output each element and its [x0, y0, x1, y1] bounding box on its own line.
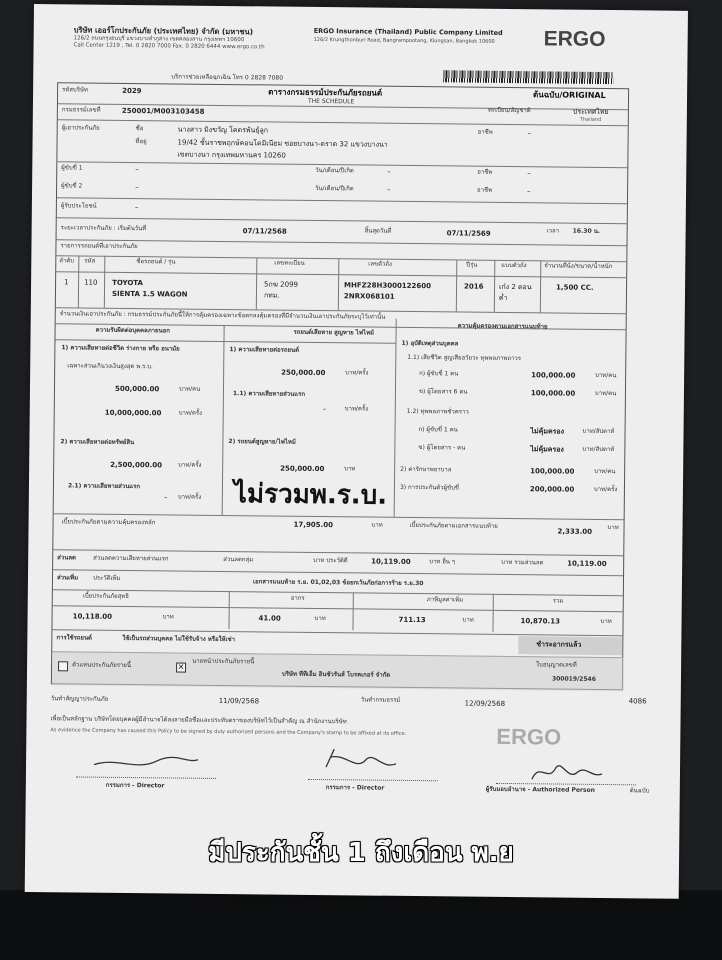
addon-premium-label: เบี้ยประกันภัยตามเอกสารแนบท้าย — [409, 521, 498, 530]
third-party-heading: ความรับผิดต่อบุคคลภายนอก — [95, 326, 170, 335]
addon-premium-unit: บาท — [607, 524, 619, 532]
vehicle-header-chassis: เลขตัวถัง — [368, 260, 393, 268]
stamp-duty-label: อากร — [290, 594, 305, 602]
total-discount-label: บาท รวมส่วนลด — [501, 558, 544, 567]
vehicle-chassis: MHFZ28H3000122600 — [344, 281, 432, 291]
period-time: 16.30 น. — [572, 227, 601, 235]
total-premium: 10,870.13 — [520, 617, 561, 626]
doc-code: 4086 — [628, 697, 647, 706]
vehicle-header-body: แบบตัวถัง — [501, 261, 527, 270]
pa-temp-driver-unit: บาท/สัปดาห์ — [582, 427, 615, 436]
period-end: 07/11/2569 — [446, 229, 491, 238]
nationality-en: Thailand — [579, 116, 602, 123]
tp-property-amount: 2,500,000.00 — [110, 460, 163, 470]
barcode — [443, 70, 613, 84]
license-label: ใบอนุญาตเลขที่ — [536, 661, 577, 669]
pa-temp-passenger-value: ไม่คุ้มครอง — [530, 445, 564, 454]
insured-address-1: 19/42 ชั้นราชพฤกษ์คอนโดมิเนียม ซอยบางนา-ตราด 32 แขวงบางนา — [177, 138, 388, 149]
insured-address-2: เขตบางนา กรุงเทพมหานคร 10260 — [177, 150, 286, 160]
director-label-2: กรรมการ - Director — [325, 784, 385, 792]
vehicle-body: เก๋ง 2 ตอน — [499, 282, 532, 292]
tp-accident-unit: บาท/ครั้ง — [178, 409, 203, 417]
driver2-value: – — [135, 183, 139, 192]
other-discount-label: บาท อื่น ๆ — [429, 558, 456, 566]
period-time-label: เวลา — [546, 227, 560, 235]
company-code-label: รหัสบริษัท — [62, 86, 88, 94]
vehicle-header-plate: เลขทะเบียน — [274, 259, 305, 267]
company-name-en: ERGO Insurance (Thailand) Public Company Limited — [313, 26, 503, 37]
broker-name: บริษัท ทีทีเอ็ม อินชัวรันส์ โบรคเกอร์ จำกัด — [281, 670, 391, 679]
company-address-en: 126/2 Krungthonburi Road, Bangrampootang, Klongsan, Bangkok 10600 — [313, 36, 495, 45]
no-compulsory-stamp: ไม่รวมพ.ร.บ. — [233, 479, 388, 511]
schedule-form — [51, 82, 629, 690]
pa-temp-driver-label: ก) ผู้ขับขี่ 1 คน — [418, 426, 458, 434]
deductible-discount-label: ส่วนลดความเสียหายส่วนแรก — [93, 554, 169, 563]
net-premium-unit: บาท — [162, 613, 174, 621]
period-start: 07/11/2568 — [242, 227, 287, 236]
company-name-th: บริษัท เออร์โกประกันภัย (ประเทศไทย) จำกัด (มหาชน) — [73, 25, 254, 37]
fire-amount: 250,000.00 — [280, 464, 325, 474]
vehicle-make: TOYOTA — [112, 278, 144, 288]
od-unit: บาท/ครั้ง — [345, 369, 369, 377]
insured-label: ผู้เอาประกันภัย — [61, 124, 100, 132]
driver2-dob: – — [387, 185, 391, 194]
tp-excess-label: เฉพาะส่วนเกินวงเงินสูงสุด พ.ร.บ. — [67, 362, 153, 371]
coverage-note: จำนวนเงินเอาประกันภัย : กรมธรรม์ประกันภัยนี้ให้การคุ้มครองเฉพาะข้อตกลงคุ้มครองที่มีจำนวนเงินเอาประกันภัยระบุไว้เท่านั้น — [59, 310, 386, 321]
witness-text: เพื่อเป็นหลักฐาน บริษัทโดยบุคคลผู้มีอำนาจได้ลงลายมือชื่อและประทับตราของบริษัทไว้เป็นสำคัญ ณ สำนักงานบริษัท — [50, 715, 347, 726]
tp-person-unit: บาท/คน — [178, 385, 201, 393]
schedule-title-th: ตารางกรมธรรม์ประกันภัยรถยนต์ — [268, 87, 383, 98]
pa-label: 1) อุบัติเหตุส่วนบุคคล — [401, 339, 459, 348]
stamp-duty-unit: บาท — [314, 614, 326, 623]
ncb-label: บาท ประวัติดี — [313, 556, 348, 565]
net-premium: 10,118.00 — [72, 612, 113, 621]
vat-label: ภาษีมูลค่าเพิ่ม — [426, 596, 464, 604]
emergency-line: บริการช่วยเหลือฉุกเฉิน โทร 0 2828 7080 — [171, 73, 284, 82]
background-dark-floor — [0, 890, 722, 960]
company-address-th: 126/2 ถนนกรุงธนบุรี แขวงบางลำภูล่าง เขตคลองสาน กรุงเทพฯ 10600 — [73, 35, 245, 44]
tp-person-amount: 500,000.00 — [114, 384, 160, 394]
director1-signature — [86, 747, 206, 776]
total-discount: 10,119.00 — [567, 559, 607, 569]
policy-no-label: กรมธรรม์เลขที่ — [61, 106, 101, 114]
pa-driver-amount: 100,000.00 — [531, 371, 576, 380]
bail-amount: 200,000.00 — [529, 485, 575, 494]
nationality-value: ประเทศไทย — [572, 107, 609, 117]
driver2-career-label: อาชีพ — [477, 186, 493, 194]
tp-property-label: 2) ความเสียหายต่อทรัพย์สิน — [60, 438, 135, 447]
vehicle-year: 2016 — [464, 282, 484, 291]
insured-name: นางสาว มิงขวัญ โคตรพันธุ์ลูก — [177, 125, 269, 135]
ergo-logo: ERGO — [543, 27, 606, 51]
vehicle-model: SIENTA 1.5 WAGON — [111, 289, 188, 299]
pa-passenger-unit: บาท/คน — [594, 389, 617, 398]
net-premium-label: เบี้ยประกันภัยสุทธิ — [82, 592, 129, 601]
pa-temp-label: 1.2) ทุพพลภาพชั่วคราว — [406, 407, 469, 416]
director2-signature — [316, 743, 406, 778]
career-value: – — [527, 129, 532, 138]
pa-temp-passenger-label: ข) ผู้โดยสาร - คน — [418, 444, 466, 452]
agreement-date-label: วันทำสัญญาประกันภัย — [50, 695, 109, 703]
od-deductible: – — [322, 405, 327, 414]
driver1-career: – — [527, 169, 531, 178]
use-value: ใช้เป็นรถส่วนบุคคล ไม่ใช้รับจ้าง หรือให้เช่า — [122, 634, 236, 644]
beneficiary-label: ผู้รับประโยชน์ — [60, 202, 97, 210]
driver2-label: ผู้ขับขี่ 2 — [61, 182, 83, 190]
agent-checkbox — [58, 661, 68, 671]
pa-death-label: 1.1) เสียชีวิต สูญเสียอวัยวะ ทุพพลภาพถาวร — [407, 353, 522, 363]
od-amount: 250,000.00 — [281, 368, 326, 378]
pa-passenger-amount: 100,000.00 — [530, 389, 576, 398]
pa-temp-passenger-unit: บาท/สัปดาห์ — [582, 445, 615, 454]
od-label: 1) ความเสียหายต่อรถยนต์ — [229, 346, 300, 354]
original-label: ต้นฉบับ/ORIGINAL — [533, 90, 606, 100]
vehicle-header-size: จำนวนที่นั่ง/ขนาด/น้ำหนัก — [544, 262, 613, 271]
stamp-paid-badge: ชำระอากรแล้ว — [536, 640, 582, 649]
period-end-label: สิ้นสุดวันที่ — [364, 227, 392, 235]
period-label: ระยะเวลาประกันภัย : เริ่มต้นวันที่ — [60, 224, 147, 233]
license-number: 300019/2546 — [551, 675, 596, 683]
pa-passenger-label: ข) ผู้โดยสาร 6 คน — [418, 388, 468, 396]
driver1-dob: – — [387, 167, 391, 176]
od-deductible-unit: บาท/ครั้ง — [344, 405, 369, 413]
vehicle-code: 110 — [84, 278, 98, 287]
policy-number: 250001/M003103458 — [121, 106, 205, 116]
net-main-label: เบี้ยประกันภัยตามความคุ้มครองหลัก — [61, 518, 156, 527]
tp-bodily-label: 1) ความเสียหายต่อชีวิต ร่างกาย หรือ อนามัย — [61, 344, 180, 353]
pa-driver-label: ก) ผู้ขับขี่ 1 คน — [419, 370, 459, 378]
tp-deductible: – — [163, 493, 168, 502]
endorsements: เอกสารแนบท้าย ร.ย. 01,02,03 ข้อยกเว้นภัยก่อการร้าย ร.ย.30 — [252, 578, 424, 588]
fleet-discount-label: ส่วนลดกลุ่ม — [223, 556, 254, 564]
vehicle-seq: 1 — [64, 278, 69, 287]
insured-name-label: ชื่อ — [135, 125, 144, 133]
vehicle-plate: 5กฆ 2099 — [264, 280, 299, 289]
policy-document — [25, 4, 688, 899]
stamp-duty: 41.00 — [258, 614, 281, 623]
original-copy-label: ต้นฉบับ — [629, 787, 650, 795]
ncb-discount: 10,119.00 — [371, 557, 411, 566]
net-main-unit: บาท — [371, 521, 383, 529]
schedule-title-en: THE SCHEDULE — [307, 97, 355, 106]
vat-amount: 711.13 — [398, 615, 426, 625]
driver1-career-label: อาชีพ — [477, 168, 493, 176]
tp-accident-amount: 10,000,000.00 — [104, 408, 162, 418]
broker-label: นายหน้าประกันภัยรายนี้ — [192, 657, 255, 666]
total-premium-unit: บาท — [600, 617, 612, 626]
insured-address-label: ที่อยู่ — [135, 138, 147, 146]
ergo-watermark: ERGO — [496, 723, 562, 750]
issue-date: 12/09/2568 — [464, 699, 506, 708]
authorized-label: ผู้รับมอบอำนาจ - Authorized Person — [485, 785, 595, 794]
broker-checkbox: ✕ — [177, 662, 185, 672]
total-label: รวม — [552, 597, 564, 605]
fire-label: 2) รถยนต์สูญหาย/ไฟไหม้ — [228, 438, 296, 446]
od-deductible-label: 1.1) ความเสียหายส่วนแรก — [232, 390, 306, 398]
vehicle-cc: 1,500 CC. — [556, 283, 594, 292]
tp-deductible-label: 2.1) ความเสียหายส่วนแรก — [67, 482, 141, 491]
vehicle-province: กทม. — [263, 291, 280, 300]
issue-date-label: วันทำกรมธรรม์ — [360, 696, 401, 704]
vehicle-header-seq: ลำดับ — [59, 257, 75, 265]
driver1-value: – — [135, 165, 139, 174]
agreement-date: 11/09/2568 — [218, 696, 260, 706]
medical-amount: 100,000.00 — [530, 467, 575, 476]
tp-deductible-unit: บาท/ครั้ง — [177, 493, 202, 501]
beneficiary-value: – — [134, 203, 139, 212]
net-main-premium: 17,905.00 — [293, 520, 334, 530]
career-label: อาชีพ — [477, 128, 493, 136]
agent-label: ตัวแทนประกันภัยรายนี้ — [72, 661, 131, 670]
discount-label: ส่วนลด — [57, 554, 76, 562]
bail-label: 3) การประกันตัวผู้ขับขี่ — [399, 483, 460, 492]
tp-property-unit: บาท/ครั้ง — [178, 461, 202, 469]
medical-unit: บาท/คน — [594, 467, 616, 476]
own-damage-heading: รถยนต์เสียหาย สูญหาย ไฟไหม้ — [293, 328, 375, 337]
nationality-label: ทะเบียน/สัญชาติ — [487, 106, 531, 115]
company-code: 2029 — [122, 86, 142, 96]
driver1-label: ผู้ขับขี่ 1 — [61, 164, 83, 172]
vat-unit: บาท — [462, 616, 474, 624]
addon-premium: 2,333.00 — [557, 527, 593, 536]
fire-unit: บาท — [344, 465, 356, 473]
vehicle-section-label: รายการรถยนต์ที่เอาประกันภัย — [60, 242, 138, 251]
driver2-career: – — [527, 187, 531, 196]
medical-label: 2) ค่ารักษาพยาบาล — [400, 465, 452, 474]
director-label-1: กรรมการ - Director — [105, 781, 165, 790]
photo-caption: มีประกันชั้น 1 ถึงเดือน พ.ย — [208, 838, 514, 868]
call-center: Call Center 1219 , Tel. 0 2820 7000 Fax. 0 2820 6444 www.ergo.co.th — [73, 42, 265, 51]
pa-driver-unit: บาท/คน — [595, 371, 617, 380]
vehicle-engine: 2NRX068101 — [343, 292, 395, 301]
vehicle-header-model: ชื่อรถยนต์ / รุ่น — [136, 258, 176, 266]
bail-unit: บาท/ครั้ง — [593, 485, 618, 494]
vehicle-body-2: ค่ำ — [498, 293, 508, 302]
vehicle-header-code: รหัส — [84, 257, 96, 265]
surcharge-label: ส่วนเพิ่ม — [56, 574, 79, 582]
pa-temp-driver-value: ไม่คุ้มครอง — [530, 427, 565, 436]
claim-surcharge-label: ประวัติเพิ่ม — [92, 574, 121, 582]
addon-heading: ความคุ้มครองตามเอกสารแนบท้าย — [457, 322, 548, 331]
vehicle-header-year: ปีรุ่น — [466, 261, 478, 269]
driver1-dob-label: วัน/เดือน/ปีเกิด — [315, 166, 354, 175]
witness-text-en: As evidence the Company has caused this Policy to be signed by duly authorized persons and the Company's stamp to be affixed at its office. — [50, 727, 407, 737]
driver2-dob-label: วัน/เดือน/ปีเกิด — [315, 184, 354, 193]
use-label: การใช้รถยนต์ — [56, 634, 93, 642]
